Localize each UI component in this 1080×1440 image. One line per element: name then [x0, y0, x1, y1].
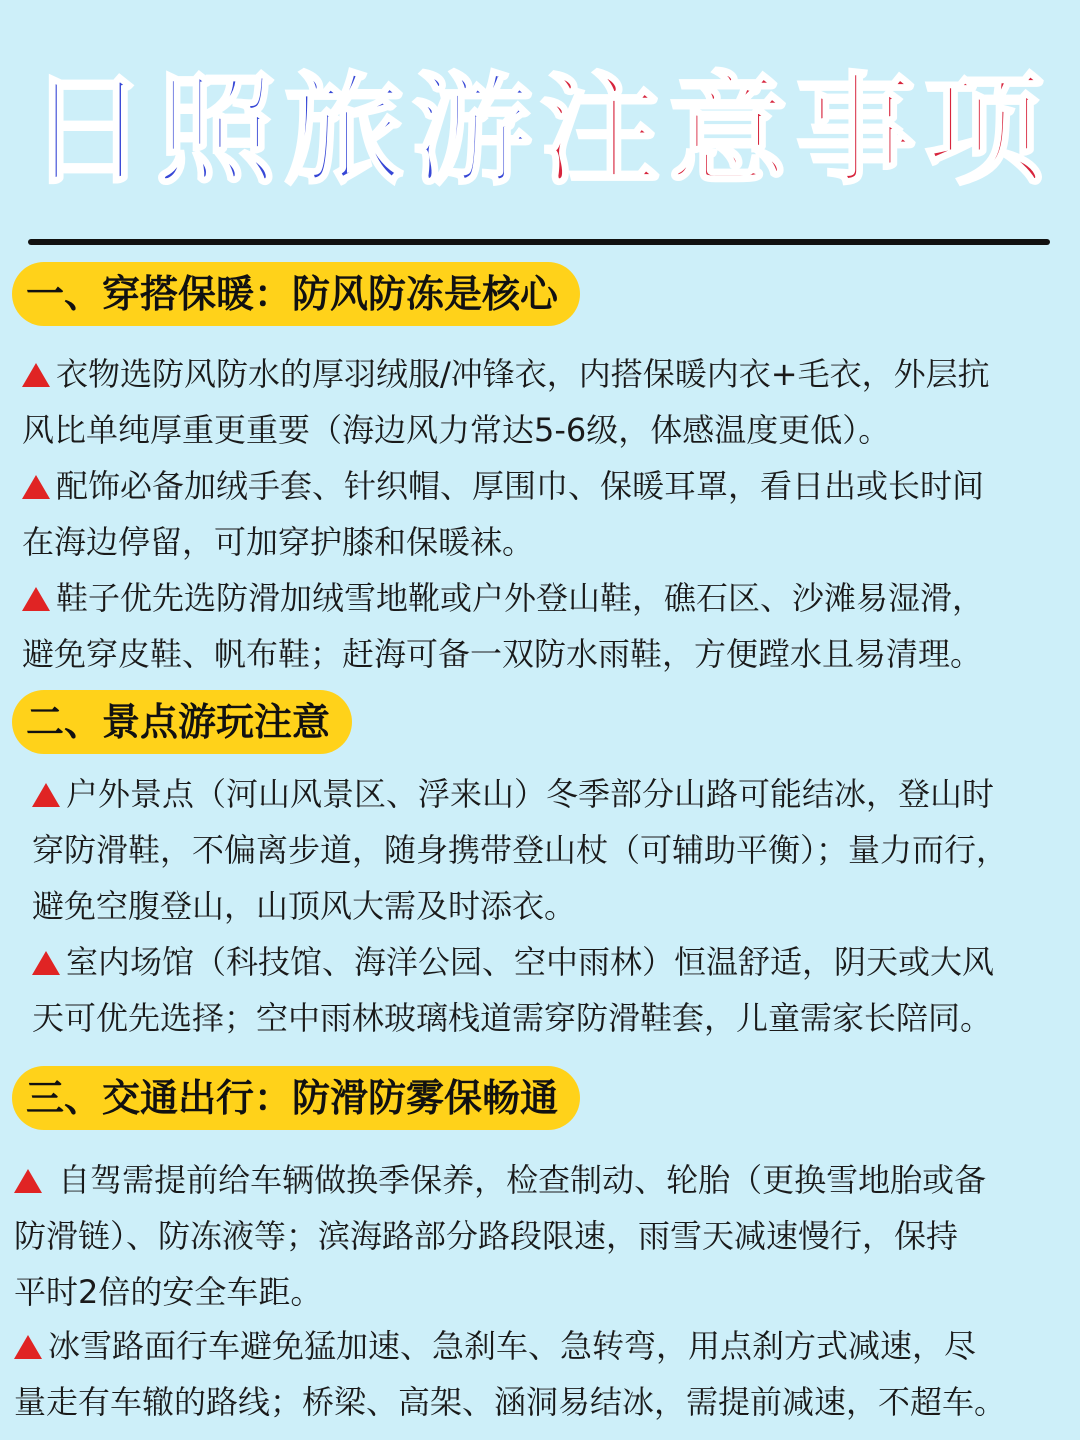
red-triangle-icon	[22, 475, 50, 499]
list-item	[32, 934, 994, 1046]
section-heading-clothing: 一、穿搭保暖：防风防冻是核心	[12, 262, 580, 326]
list-item	[14, 1318, 1006, 1430]
item-text: 避免穿皮鞋、帆布鞋；赶海可备一双防水雨鞋，方便蹚水且易清理。	[22, 635, 983, 673]
item-text: 风比单纯厚重更重要（海边风力常达5-6级，体感温度更低）。	[22, 411, 891, 449]
list-item	[22, 458, 984, 570]
item-text: 天可优先选择；空中雨林玻璃栈道需穿防滑鞋套，儿童需家长陪同。	[32, 999, 993, 1037]
list-item	[22, 570, 984, 682]
red-triangle-icon	[22, 587, 50, 611]
item-text: 量走有车辙的路线；桥梁、高架、涵洞易结冰，需提前减速，不超车。	[14, 1383, 1007, 1421]
red-triangle-icon	[22, 363, 50, 387]
section-heading-transport: 三、交通出行：防滑防雾保畅通	[12, 1066, 580, 1130]
list-item	[32, 766, 1008, 934]
item-text: 防滑链）、防冻液等；滨海路部分路段限速，雨雪天减速慢行，保持	[14, 1217, 959, 1255]
list-item	[22, 346, 990, 458]
page-title	[0, 62, 1080, 202]
red-triangle-icon	[32, 951, 60, 975]
section-heading-sightseeing: 二、景点游玩注意	[12, 690, 352, 754]
title-divider	[28, 239, 1050, 245]
item-text: 穿防滑鞋，不偏离步道，随身携带登山杖（可辅助平衡）；量力而行，	[32, 831, 1009, 869]
item-text: 在海边停留，可加穿护膝和保暖袜。	[22, 523, 535, 561]
item-text: 室内场馆（科技馆、海洋公园、空中雨林）恒温舒适，阴天或大风	[66, 943, 995, 981]
item-text: 冰雪路面行车避免猛加速、急刹车、急转弯，用点刹方式减速，尽	[48, 1327, 977, 1365]
red-triangle-icon	[14, 1335, 42, 1359]
item-text: 自驾需提前给车辆做换季保养，检查制动、轮胎（更换雪地胎或备	[48, 1161, 987, 1199]
red-triangle-icon	[32, 783, 60, 807]
title-part-red: 注意事项	[540, 62, 1052, 201]
item-text: 鞋子优先选防滑加绒雪地靴或户外登山鞋，礁石区、沙滩易湿滑，	[56, 579, 985, 617]
item-text: 平时2倍的安全车距。	[14, 1273, 323, 1311]
title-part-blue: 日照旅游	[28, 62, 540, 201]
item-text: 户外景点（河山风景区、浮来山）冬季部分山路可能结冰，登山时	[66, 775, 995, 813]
red-triangle-icon	[14, 1169, 42, 1193]
list-item	[14, 1152, 986, 1320]
item-text: 衣物选防风防水的厚羽绒服/冲锋衣，内搭保暖内衣+毛衣，外层抗	[56, 355, 990, 393]
item-text: 配饰必备加绒手套、针织帽、厚围巾、保暖耳罩，看日出或长时间	[56, 467, 985, 505]
item-text: 避免空腹登山，山顶风大需及时添衣。	[32, 887, 577, 925]
